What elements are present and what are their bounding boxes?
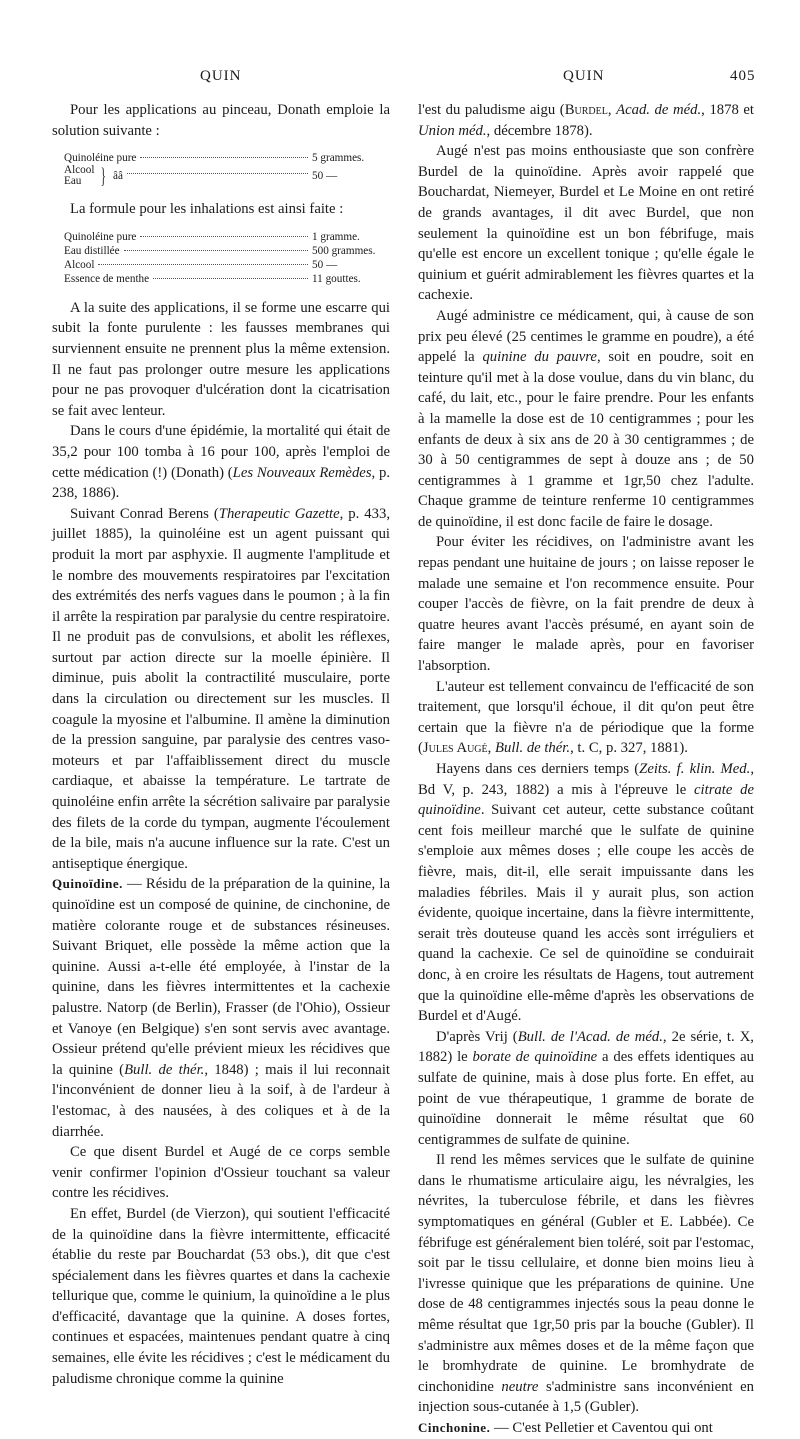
citation-title: Les Nouveaux Remèdes [232,464,372,481]
prescription-inhalations [64,230,390,286]
ingredient-quantity: 50 — [312,258,338,271]
emphasis: borate de quinoïdine [472,1049,598,1066]
header-right-title: QUIN [563,68,605,84]
leader-dots [98,264,308,265]
paragraph: D'après Vrij (Bull. de l'Acad. de méd., 2e série, t. X, 1882) le borate de quinoïdine a des effets identiques au sulfate de quinine, mais à dose plus forte. En effet, au point de vue thérapeutique, 1 gramme de borate de quinoïdine donnerait le même résultat que 60 centigrammes de sulfate de quinine. [418,1028,754,1148]
right-column [418,100,754,1439]
citation-title: Zeits. f. klin. Med. [639,761,751,777]
paragraph: L'auteur est tellement convaincu de l'efficacité de son traitement, que lorsqu'il échoue, il dit qu'on peut être certain que la fièvre n'a de périodique que la forme (Jules Augé, Bull. de thér., t. C, p. 327, 1881). [418,678,754,757]
citation-title: Bull. de thér. [495,740,571,757]
paragraph: Dans le cours d'une épidémie, la mortalité qui était de 35,2 pour 100 tomba à 16 pour 100, après l'emploi de cette médication (!) (Donath) (Les Nouveaux Remèdes, p. 238, 1886). [52,423,391,502]
ingredient-name: Alcool [64,164,95,177]
citation-title: Bull. de thér. [124,1061,205,1078]
leader-dots [140,157,308,158]
ingredient-name: Alcool [64,258,95,271]
citation-title: Acad. de méd. [616,102,702,118]
left-column [52,100,390,1389]
paragraph: Augé administre ce médicament, qui, à cause de son prix peu élevé (25 centimes le gramme en poudre), a été appelé la quinine du pauvre, soit en poudre, soit en teinture qu'il met à la dose voulue, dans du vin blanc, du café, du lait, etc., pour le faire prendre. Pour les enfants à la mamelle la dose est de 10 centigrammes ; pour les enfants de deux à six ans de 20 à 30 centigrammes ; de 30 à 50 centigrammes de sept à douze ans ; de 50 centigrammes à 1 gramme et 1gr,50 chez l'adulte. Chaque gramme de teinture renferme 10 centigrammes de quinoïdine, il est donc facile de faire le dosage. [418,307,755,530]
running-header [0,68,800,92]
leader-dots [153,278,308,279]
paragraph: Ce que disent Burdel et Augé de ce corps semble venir confirmer l'opinion d'Ossieur touchant sa valeur contre les récidives. [52,1144,390,1202]
ingredient-name: Quinoléine pure [64,152,137,165]
ana-word: ââ [113,170,123,183]
leader-dots [140,236,308,237]
entry-heading: Quinoïdine. [52,876,123,892]
leader-dots [127,173,308,174]
prescription-row [64,230,390,244]
paragraph: Il rend les mêmes services que le sulfate de quinine dans le rhumatisme articulaire aigu, les névralgies, les névrites, la tuberculose fébrile, et dans les fièvres symptomatiques en général (Gubler et E. Labbée). Ce fébrifuge est généralement bien toléré, soit par l'estomac, soit par le tissu cellulaire, et donne bien moins lieu à l'ivresse quinique que les préparations de quinine. Une dose de 48 centigrammes injectés sous la peau donne le même résultat que 1gr,50 pris par la bouche (Gubler). Il s'administre aux mêmes doses et de la même façon que le bromhydrate de quinine. Le bromhydrate de cinchonidine neutre s'administre sans inconvénient en injection sous-cutanée à 1,5 (Gubler). [418,1152,754,1416]
prescription-row [64,272,390,286]
ingredient-quantity: 1 gramme. [312,230,360,243]
brace-symbol: } [101,163,107,189]
author-name: Burdel [564,102,608,118]
braced-ingredients [64,165,94,187]
ingredient-name: Quinoléine pure [64,230,137,243]
emphasis: quinine du pauvre [482,349,597,366]
paragraph: Hayens dans ces derniers temps (Zeits. f. klin. Med., Bd V, p. 243, 1882) a mis à l'épreuve le citrate de quinoïdine. Suivant cet auteur, cette substance coûtant cent fois meilleur marché que le sulfate de quinine s'emploie aux mêmes doses ; elle coupe les accès de fièvre, mais, dit-il, elle serait impuissante dans les maladies fébriles. Mais il y aurait plus, son action évidente, quoique incertaine, dans la fièvre intermittente, serait très douteuse quand les accès sont irréguliers et quand la cachexie. Ce sel de quinoïdine se conduirait donc, à en croire les résultats de Hagens, tout autrement que la quinoïdine elle-même d'après les observations de Burdel et d'Augé. [418,761,755,1025]
paragraph: Pour éviter les récidives, on l'administre avant les repas pendant une huitaine de jours ; on laisse reposer le malade une semaine et l'on recommence ensuite. Pour couper l'accès de fièvre, on la fait prendre de deux à quatre heures avant l'accès présumé, en ayant soin de faire manger le malade après, pour en favoriser l'absorption. [418,534,754,675]
emphasis: neutre [501,1378,539,1395]
ingredient-name: Essence de menthe [64,272,150,285]
paragraph: Suivant Conrad Berens (Therapeutic Gazette, p. 433, juillet 1885), la quinoléine est un agent puissant qui produit la mort par asphyxie. Il augmente l'amplitude et le nombre des mouvements respiratoires par l'excitation des extrémités des nerfs vagues dans le poumon ; à la fin il arrête la respiration par paralysie du centre respiratoire. Il ne produit pas de convulsions, et abolit les réflexes, surtout par action directe sur la moelle épinière. Il diminue, puis abolit la contractilité musculaire, porte dans la circulation ou directement sur les muscles. Il coagule la myosine et l'albumine. Il amène la diminution de la pression sanguine, par paralysie des centres vaso-moteurs et par l'affaiblissement direct du muscle cardiaque, et abaisse la température. Le tartrate de quinoléine enfin arrête la sécrétion salivaire par paralysie des filets de la corde du tympan, augmente l'écoulement de la bile, mais n'a aucune influence sur la rate. C'est un antiseptique énergique. [52,505,391,872]
paragraph: Pour les applications au pinceau, Donath emploie la solution suivante : [52,102,390,139]
citation-title: Therapeutic Gazette [218,505,340,522]
ingredient-name: Eau distillée [64,244,120,257]
citation-title: Bull. de l'Acad. de méd. [517,1028,663,1045]
paragraph: La formule pour les inhalations est ainsi faite : [70,201,344,218]
citation-title: Union méd. [418,122,487,139]
ingredient-quantity: 50 — [312,170,338,183]
leader-dots [124,250,308,251]
paragraph-quinoidine: Quinoïdine. — Résidu de la préparation de la quinine, la quinoïdine est un composé de quinine, de cinchonine, de matière colorante rouge et de substances résineuses. Suivant Briquet, elle possède la même action que la quinine. Aussi a-t-elle été employée, à l'instar de la quinine, dans les fièvres intermittentes et la cachexie palustre. Natorp (de Berlin), Frasser (de l'Ohio), Ossieur et Vanoye (en Belgique) s'en sont servis avec avantage. Ossieur prétend qu'elle prévient mieux les récidives que la quinine (Bull. de thér., 1848) ; mais il lui reconnait l'inconvénient de donner lieu à la soif, à de l'ardeur à l'estomac, à des nausées, à des coliques et à de la diarrhée. [52,876,390,1140]
ingredient-quantity: 11 gouttes. [312,272,361,285]
paragraph: A la suite des applications, il se forme une escarre qui subit la fonte purulente : les fausses membranes qui surviennent ensuite ne prennent plus la même extension. Il ne faut pas prolonger outre mesure les applications pour ne pas provoquer d'ulcération dont la cicatrisation se fait avec lenteur. [52,299,390,419]
entry-heading: Cinchonine. [418,1420,491,1435]
page-number: 405 [730,68,756,84]
prescription-row [64,151,390,165]
ingredient-name: Eau [64,175,82,188]
author-name: Jules Augé [422,740,488,757]
prescription-row [64,244,390,258]
prescription-pinceau [64,151,390,187]
paragraph: l'est du paludisme aigu (Burdel, Acad. de méd., 1878 et Union méd., décembre 1878). [418,102,755,139]
paragraph-cinchonine: Cinchonine. — C'est Pelletier et Caventou qui ont [418,1420,713,1436]
emphasis: citrate de quinoïdine [418,781,755,819]
header-left-title: QUIN [200,68,242,84]
prescription-row [64,258,390,272]
paragraph: Augé n'est pas moins enthousiaste que son confrère Burdel de la quinoïdine. Après avoir rappelé que Bouchardat, Niemeyer, Burdel et Le Moine en ont retiré de grands avantages, il dit avec Burdel, que non seulement la quinoïdine est un bon fébrifuge, mais qu'elle est encore un excellent tonique ; qu'elle égale le quinium et guérit admirablement les fièvres quartes et la cachexie. [418,143,754,304]
ingredient-quantity: 5 grammes. [312,152,365,165]
prescription-row [64,165,390,187]
paragraph: En effet, Burdel (de Vierzon), qui soutient l'efficacité de la quinoïdine dans la fièvre intermittente, efficacité établie du reste par Bouchardat (53 obs.), dit que c'est spécialement dans les fièvres quartes et dans la cachexie tellurique que, comme le quinium, la quinoïdine a le plus d'efficacité, davantage que la quinine. A doses fortes, continues et espacées, maintenues pendant quatre à cinq semaines, elle évite les récidives ; c'est le médicament du paludisme chronique comme la quinine [52,1205,390,1387]
ingredient-quantity: 500 grammes. [312,244,376,257]
